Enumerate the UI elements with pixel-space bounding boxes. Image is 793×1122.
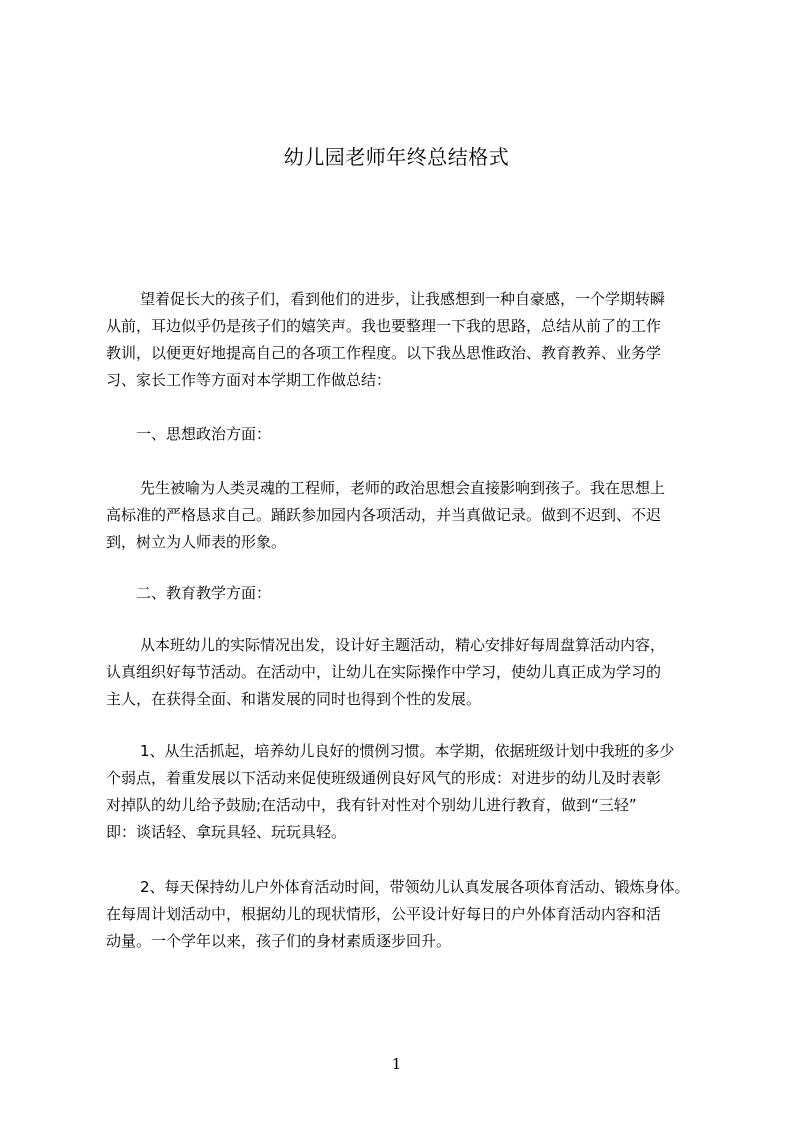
section-heading-teaching: 二、教育教学方面： xyxy=(136,584,272,602)
intro-paragraph xyxy=(106,286,726,394)
paragraph-line: 即：谈话轻、拿玩具轻、玩玩具轻。 xyxy=(106,823,347,841)
paragraph-line: 动量。一个学年以来，孩子们的身材素质逐步回升。 xyxy=(106,932,452,950)
paragraph-line: 到，树立为人师表的形象。 xyxy=(106,533,287,551)
teaching-paragraph xyxy=(106,632,726,713)
paragraph-line: 1、从生活抓起，培养幼儿良好的惯例习惯。本学期，依据班级计划中我班的多少 xyxy=(140,742,675,760)
paragraph-line: 先生被喻为人类灵魂的工程师，老师的政治思想会直接影响到孩子。我在思想上 xyxy=(140,479,666,497)
outdoor-activity-paragraph xyxy=(106,874,726,955)
paragraph-line: 望着促长大的孩子们，看到他们的进步，让我感想到一种自豪感，一个学期转瞬 xyxy=(140,290,666,308)
paragraph-line: 从前，耳边似乎仍是孩子们的嬉笑声。我也要整理一下我的思路，总结从前了的工作 xyxy=(106,317,662,335)
paragraph-line: 对掉队的幼儿给予鼓励;在活动中，我有针对性对个别幼儿进行教育，做到“三轻” xyxy=(106,796,637,814)
paragraph-line: 主人，在获得全面、和谐发展的同时也得到个性的发展。 xyxy=(106,690,482,708)
paragraph-line: 个弱点，着重发展以下活动来促使班级通例良好风气的形成：对进步的幼儿及时表彰 xyxy=(106,769,662,787)
paragraph-line: 2、每天保持幼儿户外体育活动时间，带领幼儿认真发展各项体育活动、锻炼身体。 xyxy=(140,878,690,896)
page-number: 1 xyxy=(391,1055,402,1073)
document-title: 幼儿园老师年终总结格式 xyxy=(283,145,510,169)
paragraph-line: 从本班幼儿的实际情况出发，设计好主题活动，精心安排好每周盘算活动内容， xyxy=(140,636,666,654)
paragraph-line: 教训，以便更好地提高自己的各项工作程度。以下我丛思惟政治、教育教养、业务学 xyxy=(106,344,662,362)
paragraph-line: 习、家长工作等方面对本学期工作做总结： xyxy=(106,371,392,389)
section-heading-politics: 一、思想政治方面： xyxy=(136,425,272,443)
routine-habits-paragraph xyxy=(106,738,726,846)
paragraph-line: 高标准的严格恳求自己。踊跃参加园内各项活动，并当真做记录。做到不迟到、不迟 xyxy=(106,506,662,524)
politics-paragraph xyxy=(106,475,726,556)
paragraph-line: 在每周计划活动中，根据幼儿的现状情形，公平设计好每日的户外体育活动内容和活 xyxy=(106,905,662,923)
paragraph-line: 认真组织好每节活动。在活动中，让幼儿在实际操作中学习，使幼儿真正成为学习的 xyxy=(106,663,662,681)
